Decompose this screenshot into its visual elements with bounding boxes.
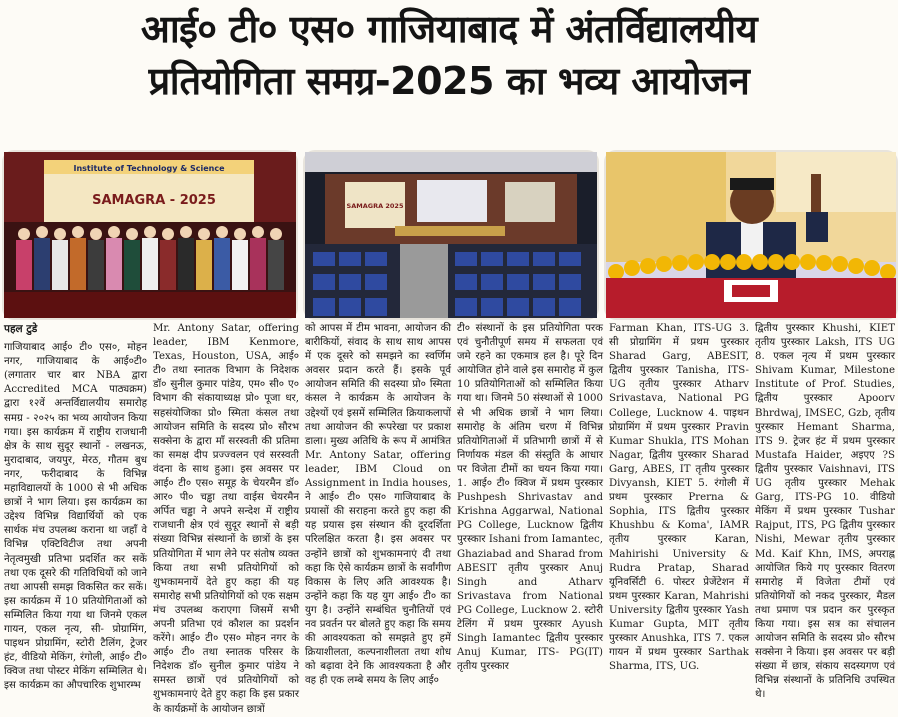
group-people [16,226,284,290]
column-5-text: Farman Khan, ITS-UG 3. सी प्रोग्रामिंग में प्रथम पुरस्कार Sharad Garg, ABESIT, द्वितीय पुरस्कार Tanisha, ITS-UG तृतीय पुरस्कार Atharv Srivastava, National PG College, Lucknow 4. पाइथन प्रोग्रामिंग में प्रथम पुरस्कार Pravin Kumar Shukla, ITS Mohan Nagar, द्वितीय पुरस्कार Sharad Garg, ABES, IT तृतीय पुरस्कार Divyansh, KIET 5. रंगोली में प्रथम पुरस्कार Prerna & Sophia, ITS द्वितीय पुरस्कार Khushbu & Koma', IAMR तृतीय पुरस्कार Karan, Mahirishi University & Rudra Pratap, Sharad यूनिवर्सिटी 6. पोस्टर प्रेजेंटेशन में प्रथम पुरस्कार Karan, Mahrishi University द्वितीय पुरस्कार Yash Kumar Gupta, MIT तृतीय पुरस्कार Anushka, ITS 7. एकल गायन में प्रथम पुरस्कार Sarthak Sharma, ITS, UG. [609,323,749,673]
banner-event-text: SAMAGRA - 2025 [92,193,216,208]
stage-banner-text: SAMAGRA 2025 [346,202,404,210]
column-1-text: गाजियाबाद आई० टी० एस०, मोहन नगर, गाजियाबाद के आई०टी० (लगातार चार बार NBA द्वारा Accredited MCA पाठ्यक्रम) द्वारा १२वें अन्तर्विद्यालयीय समारोह समग्र - २०२५ का भव्य आयोजन किया गया। इस कार्यक्रम में राष्ट्रीय राजधानी क्षेत्र के साथ सुदूर स्थानों - लखनऊ, मुरादाबाद, जयपुर, मेरठ, गौतम बुध नगर, फरीदाबाद के विभिन्न महाविद्यालयों के 1000 से भी अधिक छात्रों ने भाग लिया। इस कार्यक्रम का उद्देश्य विभिन्न विद्यार्थियों को एक सार्थक मंच उपलब्ध कराना था जहाँ वे विभिन्न एक्टिविटीज तथा अपनी नेतृत्वमुखी प्रतिभा प्रदर्शित कर सकें तथा एक दूसरे की गतिविधियों को जाने तथा आपसी समझ विकसित कर सकें। इस कार्यक्रम में 10 प्रतियोगिताओं को सम्मिलित किया गया था जिनमे एकल गायन, एकल नृत्य, सी- प्रोग्रामिंग, पाइथन प्रोग्रामिंग, स्टोरी टैलिंग, ट्रेजर हंट, वीडियो मेकिंग, रंगोली, आई० टी० क्विज तथा पोस्टर मेकिंग सम्मिलित थे। इस कार्यक्रम का औपचारिक शुभारम्भ [4,342,147,692]
article-column-1 [4,322,147,707]
auditorium-photo [303,150,599,320]
column-2-text: Mr. Antony Satar, offering leader, IBM Kenmore, Texas, Houston, USA, आई० टी० तथा स्नातक विभाग के निदेशक डॉ० सुनील कुमार पांडेय, एम० सी० ए० विभाग की संकायाध्यक्ष प्रो० पूजा धर, सहसंयोजिका प्रो० स्मिता कंसल तथा आयोजन समिति के सदस्य प्रो० सौरभ सक्सेना के द्वारा माँ सरस्वती की प्रतिमा का समक्ष दीप प्रज्ज्वलन एवं सरस्वती वंदना के साथ हुआ। इस अवसर पर आई० टी० एस० समूह के चेयरमैन डॉ० आर० पी० चड्ढा तथा वाईस चेयरमैन अर्पित चड्ढा ने अपने सन्देश में राष्ट्रीय राजधानी क्षेत्र एवं सुदूर स्थानों से बड़ी संख्या विभिन्न संस्थानों के छात्रों के इस प्रतियोगिता में भाग लेने पर संतोष व्यक्त किया तथा सभी प्रतियोगियों को शुभकामनायें देते हुए कहा की यह समारोह सभी प्रतियोगियों को एक सक्षम मंच उपलब्ध कराएगा जिसमें सभी अपनी प्रतिभा एवं कौशल का प्रदर्शन करेंगे। आई० टी० एस० मोहन नगर के आई० टी० तथा स्नातक परिसर के निदेशक डॉ० सुनील कुमार पांडेय ने समस्त छात्रों एवं प्रतियोगियों को शुभकामनाएं देते हुए कहा कि इस प्रकार के कार्यक्रमों के आयोजन छात्रों [153,323,299,715]
article-column-2 [153,322,299,715]
headline-line-2: प्रतियोगिता समग्र-2025 का भव्य आयोजन [148,59,750,103]
article-body [0,322,898,715]
column-6-text: द्वितीय पुरस्कार Khushi, KIET तृतीय पुरस्कार Laksh, ITS UG 8. एकल नृत्य में प्रथम पुरस्कार Shivam Kumar, Milestone Institute of Prof. Studies, द्वितीय पुरस्कार Apoorv Bhrdwaj, IMSEC, Gzb, तृतीय पुरस्कार Hemant Sharma, ITS 9. ट्रेजर हंट में प्रथम पुरस्कार Mustafa Haider, अइएए ?S द्वितीय पुरस्कार Vaishnavi, ITS UG तृतीय पुरस्कार Mehak Garg, ITS-PG 10. वीडियो मेकिंग में प्रथम पुरस्कार Tushar Rajput, ITS, PG द्वितीय पुरस्कार Nishi, Mewar तृतीय पुरस्कार Md. Kaif Khn, IMS, अपराह्न आयोजित किये गए पुरस्कार वितरण समारोह में विजेता टीमों एवं प्रतियोगियों को नकद पुरस्कार, मैडल तथा प्रमाण पत्र प्रदान कर पुरस्कृत किया गया। इस सत्र का संचालन आयोजन समिति के सदस्य प्रो० सौरभ सक्सेना ने किया। इस अवसर पर बड़ी संख्या में छात्र, संकाय सदस्यगण एवं विभिन्न संस्थानों के प्रतिनिधि उपस्थित थे। [755,323,895,701]
article-column-3 [305,322,451,707]
article-column-4 [457,322,603,707]
column-4-text: टी० संस्थानों के इस प्रतियोगिता परक एवं चुनौतीपूर्ण समय में सफलता एवं जमे रहने का एकमात्र हल है। पूरे दिन आयोजित होने वाले इस समारोह में कुल 10 प्रतियोगिताओं को सम्मिलित किया गया था। जिनमे 50 संस्थाओं से 1000 से भी अधिक छात्रों ने भाग लिया। समारोह के अंतिम चरण में विभिन्न प्रतियोगिताओं में प्रतिभागी छात्रों में से निर्णायक मंडल की संस्तुति के आधार पर विजेता टीमों का चयन किया गया। 1. आई० टी० क्विज में प्रथम पुरस्कार Pushpesh Shrivastav and Krishna Aggarwal, National PG College, Lucknow द्वितीय पुरस्कार Ishani from Iamantec, Ghaziabad and Sharad from ABESIT तृतीय पुरस्कार Anuj Singh and Atharv Srivastava from National PG College, Lucknow 2. स्टोरी टेलिंग में प्रथम पुरस्कार Ayush Singh Iamantec द्वितीय पुरस्कार Anuj Kumar, ITS- PG(IT) तृतीय पुरस्कार [457,323,603,673]
article-column-5 [609,322,749,707]
column-3-text: को आपस में टीम भावना, आयोजन की बारीकियों, संवाद के साथ साथ आपस में एक दूसरे को समझने का स्वर्णिम अवसर प्रदान करते हैं। इसके पूर्व आयोजन समिति की सदस्या प्रो० स्मिता कंसल ने कार्यक्रम के आयोजन के उद्देश्यों एवं इसमें सम्मिलित क्रियाकलापों तथा आयोजन की रूपरेखा पर प्रकाश डाला। मुख्य अतिथि के रूप में आमंत्रित Mr. Antony Satar, offering leader, IBM Cloud on Assignment in India houses, ने आई० टी० एस० गाजियाबाद के प्रयासों की सराहना करते हुए कहा की यह प्रयास इस संस्थान की दूरदर्शिता परिलक्षित करता है। इस अवसर पर उन्होंने छात्रों को शुभकामनाएं दी तथा कहा कि ऐसे कार्यक्रम छात्रों के सर्वांगीण विकास के लिए अति आवश्यक है। उन्होंने कहा कि यह युग आई० टी० का युग है। उन्होंने सम्बंधित चुनौतियों एवं नव प्रवर्तन पर बोलते हुए कहा कि समय की आवश्यकता को समझते हुए हमें क्रियाशीलता, कल्पनाशीलता तथा शोध को बढ़ावा देने कि आवश्यकता है और वह ही एक लम्बे समय के लिए आई० [305,323,451,687]
article-column-6 [755,322,895,707]
banner-title-text: Institute of Technology & Science [73,164,225,173]
headline [0,6,898,104]
dateline: पहल टुडे [4,323,38,335]
photo-strip [0,150,898,320]
group-photo [2,150,298,320]
speaker-photo [604,150,898,320]
headline-line-1: आई० टी० एस० गाजियाबाद में अंतर्विद्यालयीय [140,7,758,51]
